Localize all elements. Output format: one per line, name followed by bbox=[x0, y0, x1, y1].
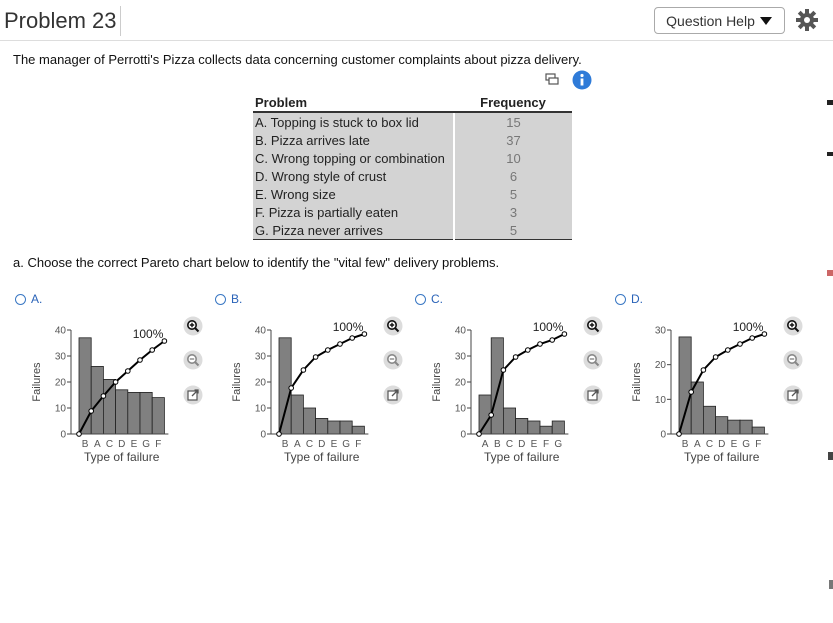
x-tick-label: D bbox=[318, 439, 326, 450]
y-tick-label: 30 bbox=[454, 351, 466, 363]
table-row bbox=[253, 167, 572, 185]
cumulative-point bbox=[301, 368, 306, 373]
cumulative-point bbox=[489, 413, 494, 418]
x-tick-label: F bbox=[755, 439, 762, 450]
zoom-out-button[interactable] bbox=[783, 350, 803, 370]
y-tick-label: 0 bbox=[60, 429, 66, 441]
zoom-out-icon bbox=[383, 350, 403, 370]
cumulative-point bbox=[550, 338, 555, 343]
data-table-icon[interactable] bbox=[545, 73, 559, 85]
x-tick-label: F bbox=[543, 439, 550, 450]
frequency-cell: 10 bbox=[454, 149, 572, 167]
problem-cell: G. Pizza never arrives bbox=[253, 221, 454, 240]
x-tick-label: B bbox=[681, 439, 689, 450]
x-tick-label: B bbox=[493, 439, 501, 450]
x-tick-label: C bbox=[705, 439, 714, 450]
zoom-in-icon bbox=[183, 316, 203, 336]
x-tick-label: E bbox=[530, 439, 538, 450]
edge-mark bbox=[829, 580, 833, 589]
y-tick-label: 10 bbox=[654, 394, 666, 406]
option-label: D. bbox=[631, 292, 643, 306]
x-tick-label: D bbox=[718, 439, 726, 450]
x-tick-label: F bbox=[155, 439, 162, 450]
cumulative-point bbox=[277, 432, 282, 437]
bar bbox=[752, 427, 764, 434]
frequency-cell: 5 bbox=[454, 185, 572, 203]
bar bbox=[140, 392, 152, 434]
cumulative-point bbox=[513, 355, 518, 360]
edge-mark bbox=[827, 152, 833, 156]
x-tick-label: C bbox=[305, 439, 314, 450]
title-divider bbox=[120, 6, 121, 36]
x-tick-label: G bbox=[142, 439, 150, 450]
radio-button[interactable] bbox=[15, 294, 26, 305]
y-axis-label: Failures bbox=[31, 362, 43, 402]
problem-cell: B. Pizza arrives late bbox=[253, 131, 454, 149]
bar bbox=[303, 408, 315, 434]
pareto-chart-c bbox=[430, 320, 590, 470]
cumulative-percent-label: 100% bbox=[732, 320, 764, 334]
cumulative-percent-label: 100% bbox=[332, 320, 364, 334]
cumulative-point bbox=[677, 432, 682, 437]
column-header-frequency: Frequency bbox=[454, 94, 572, 112]
bar bbox=[128, 392, 140, 434]
bar bbox=[503, 408, 515, 434]
pareto-chart-b bbox=[230, 320, 390, 470]
option-label: A. bbox=[31, 292, 43, 306]
problem-cell: E. Wrong size bbox=[253, 185, 454, 203]
frequency-cell: 6 bbox=[454, 167, 572, 185]
table-row bbox=[253, 221, 572, 240]
edge-mark bbox=[828, 452, 833, 460]
cumulative-percent-label: 100% bbox=[532, 320, 564, 334]
bar bbox=[552, 421, 564, 434]
table-row bbox=[253, 203, 572, 221]
cumulative-point bbox=[89, 409, 94, 414]
zoom-in-button[interactable] bbox=[383, 316, 403, 336]
cumulative-point bbox=[477, 432, 482, 437]
table-row bbox=[253, 185, 572, 203]
x-axis-label: Type of failure bbox=[684, 450, 760, 464]
cumulative-point bbox=[113, 380, 118, 385]
bar bbox=[91, 366, 103, 434]
zoom-in-button[interactable] bbox=[183, 316, 203, 336]
table-row bbox=[253, 149, 572, 167]
zoom-in-button[interactable] bbox=[783, 316, 803, 336]
frequency-table bbox=[253, 94, 572, 240]
y-tick-label: 20 bbox=[254, 377, 266, 389]
popout-button[interactable] bbox=[183, 385, 203, 405]
popout-button[interactable] bbox=[383, 385, 403, 405]
edge-mark bbox=[827, 100, 833, 105]
x-tick-label: G bbox=[342, 439, 350, 450]
x-tick-label: D bbox=[518, 439, 526, 450]
x-tick-label: C bbox=[505, 439, 514, 450]
y-tick-label: 20 bbox=[54, 377, 66, 389]
info-icon[interactable] bbox=[572, 70, 592, 90]
cumulative-point bbox=[77, 432, 82, 437]
x-tick-label: E bbox=[330, 439, 338, 450]
x-axis-label: Type of failure bbox=[484, 450, 560, 464]
frequency-cell: 15 bbox=[454, 112, 572, 131]
x-tick-label: D bbox=[118, 439, 126, 450]
problem-cell: F. Pizza is partially eaten bbox=[253, 203, 454, 221]
pareto-chart-a bbox=[30, 320, 190, 470]
x-tick-label: B bbox=[281, 439, 289, 450]
x-tick-label: G bbox=[742, 439, 750, 450]
y-tick-label: 10 bbox=[254, 403, 266, 415]
zoom-out-icon bbox=[783, 350, 803, 370]
x-tick-label: C bbox=[105, 439, 114, 450]
y-axis-label: Failures bbox=[431, 362, 443, 402]
x-tick-label: B bbox=[81, 439, 89, 450]
x-tick-label: G bbox=[554, 439, 563, 450]
cumulative-point bbox=[501, 368, 506, 373]
question-text: a. Choose the correct Pareto chart below to identify the "vital few" delivery problems. bbox=[13, 255, 500, 270]
cumulative-point bbox=[738, 342, 743, 347]
page-title: Problem 23 bbox=[4, 8, 117, 33]
cumulative-point bbox=[326, 348, 331, 353]
cumulative-point bbox=[289, 386, 294, 391]
option-label: B. bbox=[231, 292, 243, 306]
problem-cell: C. Wrong topping or combination bbox=[253, 149, 454, 167]
y-tick-label: 20 bbox=[454, 377, 466, 389]
popout-icon bbox=[583, 385, 603, 405]
x-tick-label: A bbox=[481, 439, 489, 450]
y-axis-label: Failures bbox=[631, 362, 643, 402]
zoom-in-icon bbox=[383, 316, 403, 336]
y-tick-label: 10 bbox=[54, 403, 66, 415]
cumulative-point bbox=[350, 336, 355, 341]
radio-button[interactable] bbox=[415, 294, 426, 305]
y-tick-label: 40 bbox=[454, 325, 466, 337]
zoom-out-button[interactable] bbox=[383, 350, 403, 370]
x-tick-label: A bbox=[693, 439, 701, 450]
y-tick-label: 30 bbox=[654, 325, 666, 337]
bar bbox=[703, 406, 715, 434]
cumulative-point bbox=[101, 394, 106, 399]
zoom-out-button[interactable] bbox=[583, 350, 603, 370]
bar bbox=[740, 420, 752, 434]
y-tick-label: 30 bbox=[54, 351, 66, 363]
bar bbox=[79, 338, 91, 434]
option-b[interactable] bbox=[215, 292, 242, 306]
bar bbox=[340, 421, 352, 434]
bar bbox=[716, 417, 728, 434]
bar bbox=[679, 337, 691, 434]
x-axis-label: Type of failure bbox=[84, 450, 160, 464]
bar bbox=[540, 426, 552, 434]
y-tick-label: 10 bbox=[454, 403, 466, 415]
option-label: C. bbox=[431, 292, 443, 306]
problem-cell: A. Topping is stuck to box lid bbox=[253, 112, 454, 131]
frequency-cell: 5 bbox=[454, 221, 572, 240]
option-d[interactable] bbox=[615, 292, 643, 306]
cumulative-point bbox=[750, 336, 755, 341]
popout-button[interactable] bbox=[583, 385, 603, 405]
y-tick-label: 0 bbox=[260, 429, 266, 441]
zoom-out-icon bbox=[183, 350, 203, 370]
radio-button[interactable] bbox=[615, 294, 626, 305]
y-tick-label: 40 bbox=[254, 325, 266, 337]
popout-icon bbox=[783, 385, 803, 405]
x-tick-label: A bbox=[293, 439, 301, 450]
zoom-in-icon bbox=[783, 316, 803, 336]
cumulative-point bbox=[338, 342, 343, 347]
popout-icon bbox=[183, 385, 203, 405]
cumulative-point bbox=[126, 369, 131, 374]
bar bbox=[316, 418, 328, 434]
question-help-label: Question Help bbox=[666, 12, 755, 29]
column-header-problem: Problem bbox=[253, 94, 454, 112]
bar bbox=[528, 421, 540, 434]
table-row bbox=[253, 112, 572, 131]
x-tick-label: E bbox=[130, 439, 138, 450]
cumulative-point bbox=[701, 368, 706, 373]
frequency-cell: 37 bbox=[454, 131, 572, 149]
cumulative-point bbox=[313, 355, 318, 360]
popout-icon bbox=[383, 385, 403, 405]
cumulative-point bbox=[713, 355, 718, 360]
gear-icon[interactable] bbox=[795, 8, 819, 32]
zoom-in-icon bbox=[583, 316, 603, 336]
zoom-out-button[interactable] bbox=[183, 350, 203, 370]
bar bbox=[516, 418, 528, 434]
problem-cell: D. Wrong style of crust bbox=[253, 167, 454, 185]
x-axis-label: Type of failure bbox=[284, 450, 360, 464]
edge-mark bbox=[827, 270, 833, 276]
cumulative-point bbox=[150, 348, 155, 353]
problem-description: The manager of Perrotti's Pizza collects data concerning customer complaints about pizza delivery. bbox=[13, 52, 582, 67]
bar bbox=[152, 398, 164, 434]
bar bbox=[491, 338, 503, 434]
bar bbox=[116, 390, 128, 434]
option-a[interactable] bbox=[15, 292, 42, 306]
y-axis-label: Failures bbox=[231, 362, 243, 402]
table-row bbox=[253, 131, 572, 149]
bar bbox=[352, 426, 364, 434]
pareto-chart-d bbox=[630, 320, 790, 470]
bar bbox=[328, 421, 340, 434]
cumulative-point bbox=[526, 348, 531, 353]
frequency-cell: 3 bbox=[454, 203, 572, 221]
cumulative-percent-label: 100% bbox=[132, 327, 164, 341]
y-tick-label: 30 bbox=[254, 351, 266, 363]
x-tick-label: A bbox=[93, 439, 101, 450]
popout-button[interactable] bbox=[783, 385, 803, 405]
y-tick-label: 0 bbox=[660, 429, 666, 441]
question-help-button[interactable] bbox=[654, 7, 785, 34]
y-tick-label: 40 bbox=[54, 325, 66, 337]
bar bbox=[291, 395, 303, 434]
caret-down-icon bbox=[759, 16, 773, 26]
y-tick-label: 20 bbox=[654, 360, 666, 372]
cumulative-point bbox=[726, 348, 731, 353]
x-tick-label: F bbox=[355, 439, 362, 450]
zoom-out-icon bbox=[583, 350, 603, 370]
x-tick-label: E bbox=[730, 439, 738, 450]
bar bbox=[728, 420, 740, 434]
y-tick-label: 0 bbox=[460, 429, 466, 441]
radio-button[interactable] bbox=[215, 294, 226, 305]
zoom-in-button[interactable] bbox=[583, 316, 603, 336]
cumulative-point bbox=[689, 390, 694, 395]
cumulative-point bbox=[538, 342, 543, 347]
cumulative-point bbox=[138, 358, 143, 363]
option-c[interactable] bbox=[415, 292, 443, 306]
